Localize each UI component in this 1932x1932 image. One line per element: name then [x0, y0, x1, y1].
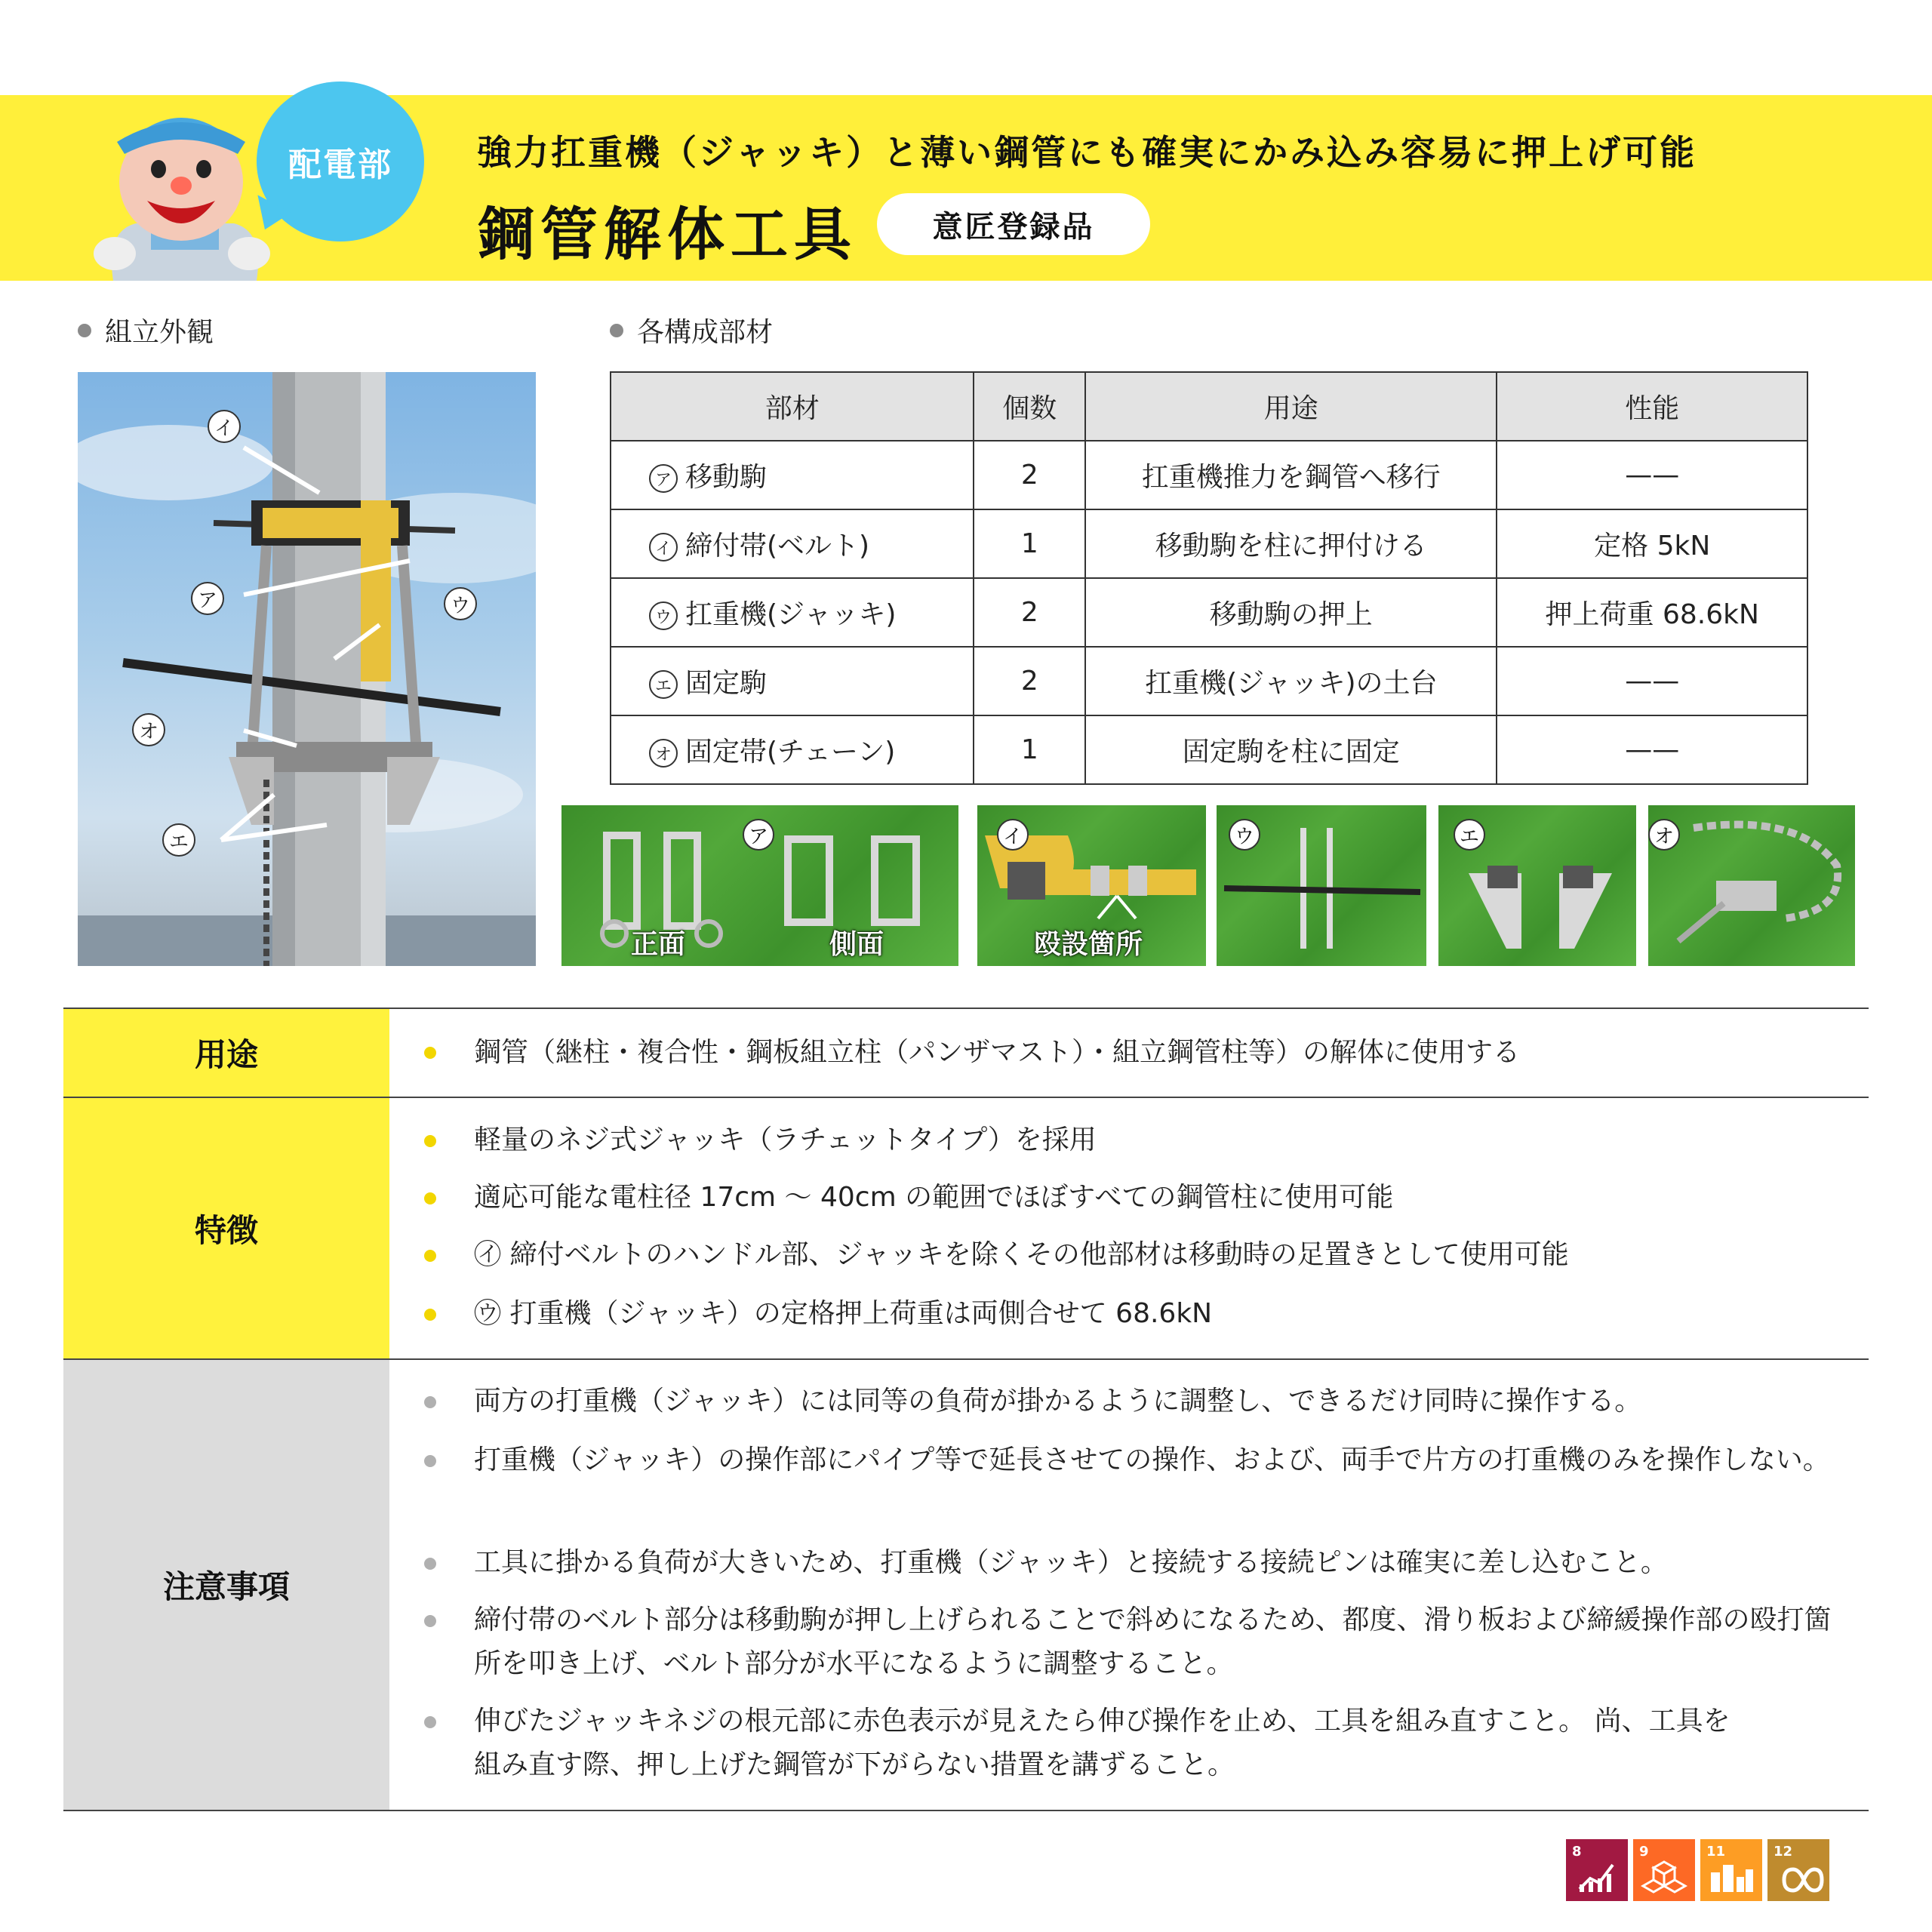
usage-label: 用途: [63, 1009, 389, 1097]
part-name-cell: ウ 扛重機(ジャッキ): [611, 578, 974, 647]
part-photo-moving-piece: [561, 805, 958, 966]
bullet-icon: [424, 1455, 436, 1467]
part-photo-belt: [977, 805, 1206, 966]
bullet-icon: [424, 1309, 436, 1321]
bullet-icon: [610, 324, 623, 337]
col-use: 用途: [1085, 372, 1497, 441]
table-row: [611, 715, 1807, 784]
page-title: 鋼管解体工具: [477, 201, 857, 268]
part-photo-fixed-piece: [1438, 805, 1636, 966]
perf-cell: 押上荷重 68.6kN: [1497, 578, 1807, 647]
part-mark: イ: [997, 819, 1029, 851]
perf-cell: ——: [1497, 647, 1807, 715]
assembly-photo: [78, 372, 536, 966]
part-mark: ア: [743, 819, 774, 851]
qty-cell: 2: [974, 578, 1085, 647]
part-name-cell: エ 固定駒: [611, 647, 974, 715]
caption-striking-point: 殴設箇所: [1034, 929, 1143, 960]
cautions-label: 注意事項: [63, 1360, 389, 1810]
bullet-icon: [424, 1716, 436, 1728]
part-photo-chain: [1648, 805, 1855, 966]
qty-cell: 1: [974, 715, 1085, 784]
feature-item: ㋒ 打重機（ジャッキ）の定格押上荷重は両側合せて 68.6kN: [474, 1298, 1213, 1329]
bullet-icon: [424, 1558, 436, 1570]
part-name-cell: オ 固定帯(チェーン): [611, 715, 974, 784]
perf-cell: ——: [1497, 441, 1807, 509]
use-cell: 移動駒を柱に押付ける: [1085, 509, 1497, 578]
photo-label-i: イ: [208, 410, 241, 443]
part-mark: エ: [1454, 819, 1485, 851]
table-row: [611, 578, 1807, 647]
use-cell: 扛重機推力を鋼管へ移行: [1085, 441, 1497, 509]
photo-label-u: ウ: [444, 587, 477, 620]
sdg-9-icon: 9: [1633, 1839, 1695, 1901]
divider: [63, 1810, 1869, 1811]
bullet-icon: [424, 1615, 436, 1627]
photo-label-e: エ: [162, 823, 195, 857]
col-qty: 個数: [974, 372, 1085, 441]
qty-cell: 1: [974, 509, 1085, 578]
use-cell: 固定駒を柱に固定: [1085, 715, 1497, 784]
design-registration-badge: 意匠登録品: [877, 193, 1150, 255]
sdg-8-icon: 8: [1566, 1839, 1628, 1901]
department-bubble: 配電部: [257, 82, 424, 242]
bullet-icon: [424, 1047, 436, 1059]
page-subtitle: 強力扛重機（ジャッキ）と薄い鋼管にも確実にかみ込み容易に押上げ可能: [477, 132, 1697, 173]
table-row: [611, 509, 1807, 578]
bullet-icon: [424, 1135, 436, 1147]
bullet-icon: [424, 1192, 436, 1204]
parts-table: [610, 371, 1808, 785]
qty-cell: 2: [974, 441, 1085, 509]
caution-item: 打重機（ジャッキ）の操作部にパイプ等で延長させての操作、および、両手で片方の打重機のみを操作しない。: [474, 1444, 1830, 1475]
photo-label-a: ア: [191, 582, 224, 615]
parts-table-header: [611, 372, 1807, 441]
bullet-icon: [424, 1250, 436, 1262]
table-row: [611, 441, 1807, 509]
part-photo-jack: [1217, 805, 1426, 966]
assembly-photo-drawing: [78, 372, 536, 966]
use-cell: 扛重機(ジャッキ)の土台: [1085, 647, 1497, 715]
col-part: 部材: [611, 372, 974, 441]
caption-side: 側面: [829, 929, 884, 960]
photo-label-o: オ: [132, 713, 165, 746]
bullet-icon: [78, 324, 91, 337]
mascot-illustration: [83, 95, 279, 281]
part-name-cell: ア 移動駒: [611, 441, 974, 509]
col-perf: 性能: [1497, 372, 1807, 441]
sdg-11-icon: 11: [1700, 1839, 1762, 1901]
caption-front: 正面: [631, 929, 686, 960]
use-cell: 移動駒の押上: [1085, 578, 1497, 647]
caution-item: 伸びたジャッキネジの根元部に赤色表示が見えたら伸び操作を止め、工具を組み直すこと。 尚、工具を組み直す際、押し上げた鋼管が下がらない措置を講ずること。: [474, 1706, 1730, 1780]
qty-cell: 2: [974, 647, 1085, 715]
parts-heading: 各構成部材: [610, 311, 773, 349]
part-mark: オ: [1648, 819, 1680, 851]
part-name-cell: イ 締付帯(ベルト): [611, 509, 974, 578]
caution-item: 工具に掛かる負荷が大きいため、打重機（ジャッキ）と接続する接続ピンは確実に差し込むこと。: [474, 1547, 1668, 1578]
perf-cell: ——: [1497, 715, 1807, 784]
caution-item: 両方の打重機（ジャッキ）には同等の負荷が掛かるように調整し、できるだけ同時に操作する。: [474, 1386, 1642, 1417]
caution-item: 締付帯のベルト部分は移動駒が押し上げられることで斜めになるため、都度、滑り板および締緩操作部の殴打箇所を叩き上げ、ベルト部分が水平になるように調整すること。: [474, 1604, 1832, 1679]
feature-item: 適応可能な電柱径 17cm ～ 40cm の範囲でほぼすべての鋼管柱に使用可能: [474, 1182, 1394, 1213]
table-row: [611, 647, 1807, 715]
feature-item: ㋑ 締付ベルトのハンドル部、ジャッキを除くその他部材は移動時の足置きとして使用可能: [474, 1239, 1569, 1270]
part-mark: ウ: [1229, 819, 1260, 851]
features-label: 特徴: [63, 1098, 389, 1358]
feature-item: 軽量のネジ式ジャッキ（ラチェットタイプ）を採用: [474, 1124, 1097, 1155]
bullet-icon: [424, 1396, 436, 1408]
assembly-heading: 組立外観: [78, 311, 214, 349]
perf-cell: 定格 5kN: [1497, 509, 1807, 578]
usage-item: 鋼管（継柱・複合性・鋼板組立柱（パンザマスト）・組立鋼管柱等）の解体に使用する: [474, 1037, 1521, 1068]
sdg-12-icon: 12: [1767, 1839, 1829, 1901]
